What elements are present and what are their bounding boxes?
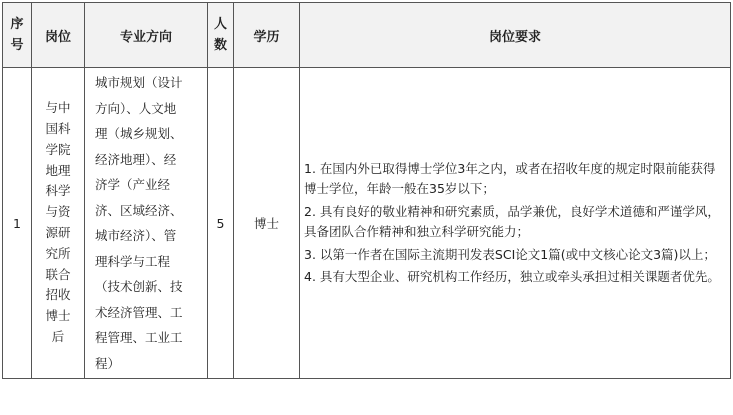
major-line: 济、区域经济、 [95,202,183,218]
header-row [3,3,731,68]
position-line: 与中 [45,100,71,116]
major-line: 理科学与工程 [95,253,171,269]
major-line: 术经济管理、工 [95,304,183,320]
requirement-item: 3. 以第一作者在国际主流期刊发表SCI论文1篇(或中文核心论文3篇)以上； [304,246,716,262]
cell-count: 5 [208,68,234,379]
major-line: 经济地理）、经 [95,151,177,167]
major-line: 程管理、工业工 [95,330,183,345]
header-requirements: 岗位要求 [300,3,731,68]
position-line: 究所 [45,245,71,261]
position-line: 源研 [45,225,71,240]
cell-degree: 博士 [234,68,300,379]
header-degree: 学历 [234,3,300,68]
position-line: 与资 [45,204,71,220]
header-seq-char-1: 序 [10,17,24,32]
cell-requirements [300,68,731,379]
cell-seq: 1 [3,68,32,379]
header-count-char-2: 数 [213,38,227,53]
table-row [3,68,731,379]
recruitment-table [2,2,731,379]
cell-major [85,68,208,379]
position-line: 科学 [45,183,71,199]
requirement-item: 4. 具有大型企业、研究机构工作经历，独立或牵头承担过相关课题者优先。 [304,269,720,284]
header-count-char-1: 人 [213,17,227,32]
position-line: 博士 [45,308,71,324]
requirement-item: 2. 具有良好的敬业精神和研究素质，品学兼优，良好学术道德和严谨学风，具备团队合作精神和独立科学研究能力； [304,203,720,239]
header-seq-char-2: 号 [10,38,24,53]
position-line: 学院 [45,141,71,157]
position-line: 联合 [45,266,71,282]
position-line: 国科 [45,121,71,137]
header-major: 专业方向 [85,3,208,68]
header-seq [3,3,32,68]
major-line: 理（城乡规划、 [95,126,183,141]
recruitment-table-container [2,2,731,379]
requirement-item: 1. 在国内外已取得博士学位3年之内，或者在招收年度的规定时限前能获得博士学位，年龄一般在35岁以下； [304,160,716,196]
major-line: 济学（产业经 [95,177,171,192]
major-line: 程） [95,355,121,371]
position-line: 招收 [45,287,71,303]
cell-position [32,68,85,379]
major-line: 城市规划（设计 [95,75,183,90]
major-line: 方向）、人文地 [95,100,177,116]
position-line: 地理 [45,162,71,178]
header-count [208,3,234,68]
header-position: 岗位 [32,3,85,68]
major-line: 城市经济）、管 [95,228,177,243]
major-line: （技术创新、技 [95,279,183,294]
position-line: 后 [51,328,65,344]
